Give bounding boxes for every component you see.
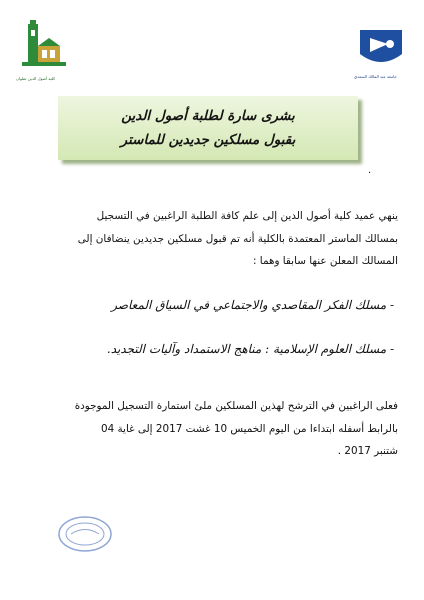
registration-line-3: شتنبر 2017 . xyxy=(337,445,398,457)
banner-line-2: بقبول مسلكين جديدين للماستر xyxy=(120,132,296,148)
faculty-logo xyxy=(14,18,78,86)
period-mark: . xyxy=(368,165,372,176)
intro-paragraph xyxy=(18,205,398,273)
official-stamp xyxy=(55,513,115,555)
banner-line-1: بشرى سارة لطلبة أصول الدين xyxy=(121,108,295,124)
intro-line-3: المسالك المعلن عنها سابقا وهما : xyxy=(252,255,398,267)
intro-line-1: ينهي عميد كلية أصول الدين إلى علم كافة الطلبة الراغبين في التسجيل xyxy=(96,210,398,222)
announcement-banner xyxy=(58,96,358,160)
program-item-1: - مسلك الفكر المقاصدي والاجتماعي في السياق المعاصر xyxy=(111,298,394,312)
registration-line-1: فعلى الراغبين في الترشح لهذين المسلكين ملئ استمارة التسجيل الموجودة xyxy=(74,400,398,412)
university-logo xyxy=(350,24,412,84)
university-logo-caption: جامعة عبد المالك السعدي xyxy=(354,74,397,79)
faculty-logo-caption: كلية أصول الدين تطوان xyxy=(16,76,55,81)
registration-line-2: بالرابط أسفله ابتداءا من اليوم الخميس 10 غشت 2017 إلى غاية 04 xyxy=(100,422,398,435)
intro-line-2: بمسالك الماستر المعتمدة بالكلية أنه تم قبول مسلكين جديدين ينضافان إلى xyxy=(77,232,398,245)
registration-paragraph xyxy=(14,395,398,463)
program-item-2: - مسلك العلوم الإسلامية : مناهج الاستمداد وآليات التجديد. xyxy=(106,342,394,356)
